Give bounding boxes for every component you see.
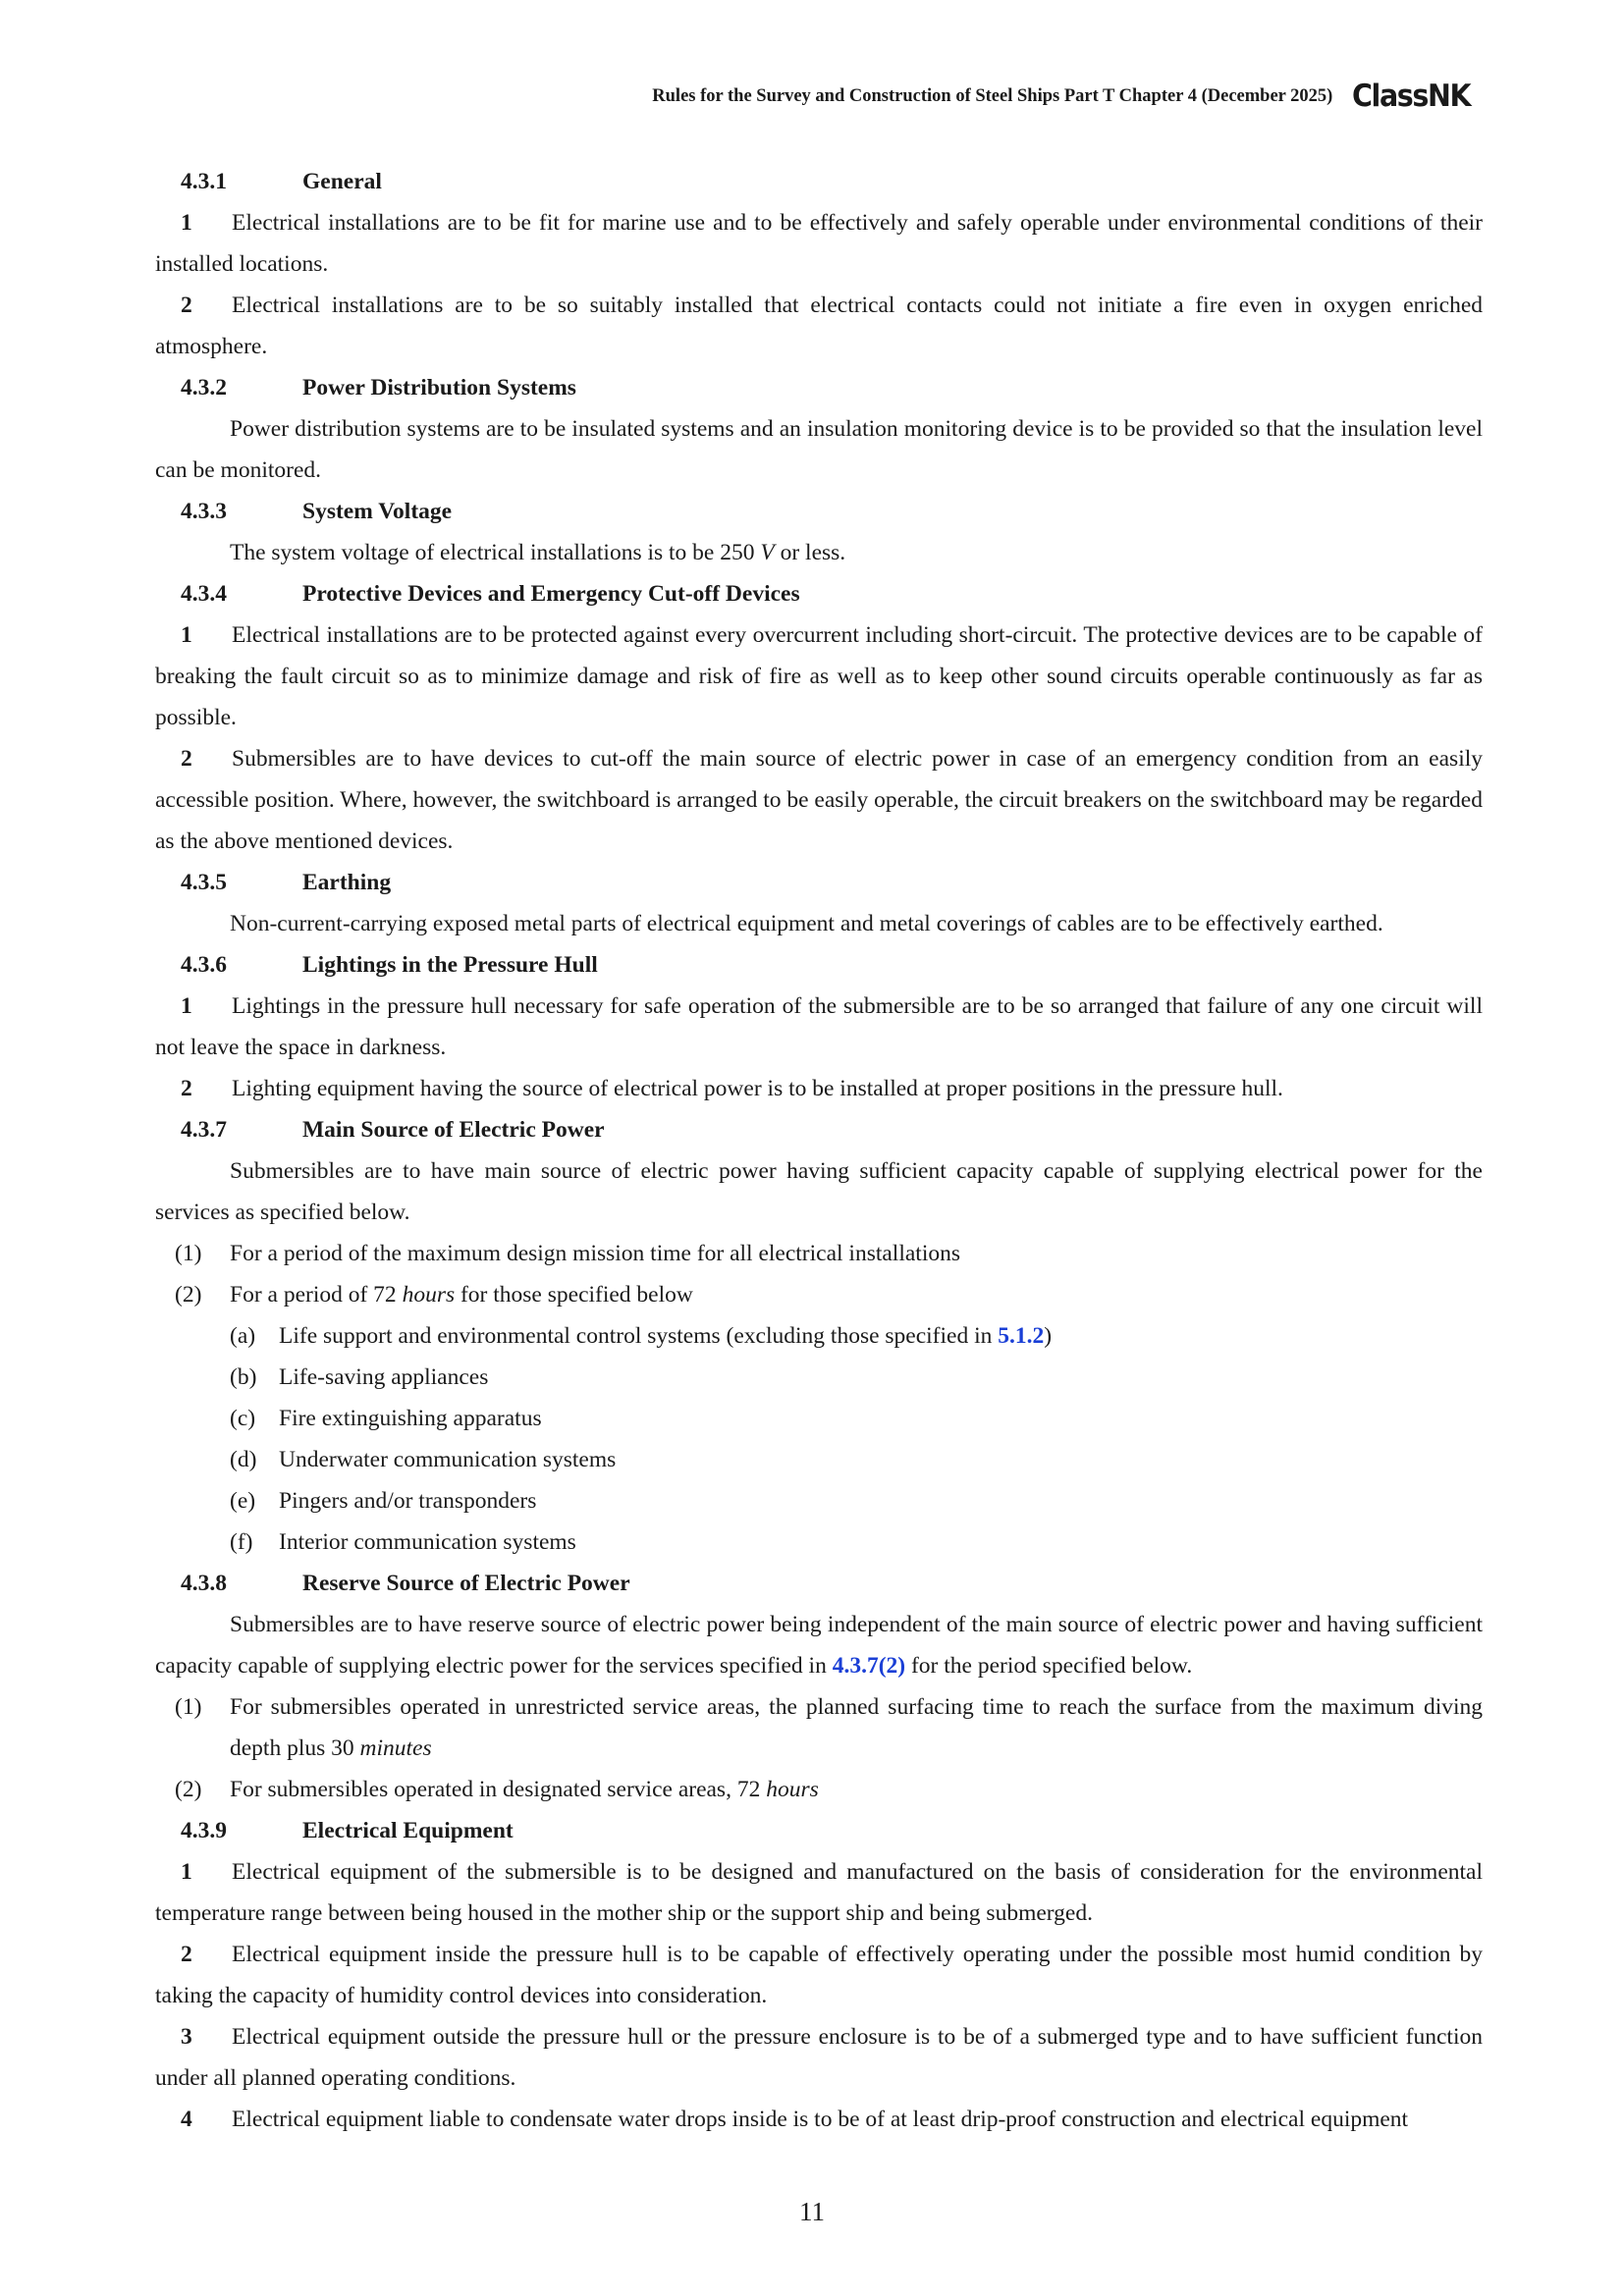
item-text	[279, 1315, 1483, 1357]
item-text: Underwater communication systems	[279, 1447, 617, 1472]
classnk-logo: ClassNK	[1352, 79, 1471, 114]
page-number: 11	[799, 2197, 825, 2226]
paragraph-number: 1	[181, 1859, 192, 1885]
section-heading-4-3-8	[155, 1563, 1483, 1604]
section-heading-4-3-6	[155, 944, 1483, 986]
paragraph-text: Lighting equipment having the source of electrical power is to be installed at proper positions in the pressure hull.	[232, 1076, 1283, 1101]
item-label: (f)	[230, 1529, 253, 1555]
section-number: 4.3.7	[181, 1117, 227, 1143]
paragraph-number: 2	[181, 1942, 192, 1967]
section-number: 4.3.5	[181, 870, 227, 895]
list-item	[155, 1233, 1483, 1274]
item-text-part: )	[1044, 1323, 1053, 1349]
paragraph-text: Electrical installations are to be protected against every overcurrent including short-circuit. The protective devices are to be capable of breaking the fault circuit so as to minimize damage and risk of fire as well as to keep other sound circuits operable continuously as far as possible.	[155, 622, 1483, 730]
item-text-part: For submersibles operated in unrestricted service areas, the planned surfacing time to reach the surface from the maximum diving depth plus 30	[230, 1694, 1483, 1761]
section-heading-4-3-9	[155, 1810, 1483, 1851]
item-label: (b)	[230, 1364, 257, 1390]
item-text-part: For a period of 72	[230, 1282, 403, 1308]
sub-list-item	[155, 1439, 1483, 1480]
item-text	[230, 1769, 1483, 1810]
unit-text: V	[760, 540, 775, 565]
paragraph-number: 3	[181, 2024, 192, 2050]
unit-text: hours	[402, 1282, 456, 1308]
paragraph-number: 4	[181, 2107, 192, 2132]
section-title: System Voltage	[302, 499, 453, 524]
paragraph-number: 2	[181, 746, 192, 772]
item-text-part: for those specified below	[455, 1282, 693, 1308]
cross-reference-link[interactable]: 4.3.7(2)	[832, 1653, 906, 1679]
paragraph	[155, 1934, 1483, 2016]
section-title: Earthing	[302, 870, 392, 895]
unit-text: hours	[766, 1777, 819, 1802]
paragraph-text: Electrical equipment outside the pressure hull or the pressure enclosure is to be of a submerged type and to have sufficient function under all planned operating conditions.	[155, 2024, 1483, 2091]
section-number: 4.3.4	[181, 581, 227, 607]
item-label: (e)	[230, 1488, 256, 1514]
section-number: 4.3.1	[181, 169, 227, 194]
paragraph-text: Submersibles are to have main source of electric power having sufficient capacity capable of supplying electrical power for the services as specified below.	[155, 1158, 1483, 1225]
paragraph	[155, 2016, 1483, 2099]
paragraph-text: Non-current-carrying exposed metal parts of electrical equipment and metal coverings of cables are to be effectively earthed.	[230, 911, 1383, 936]
sub-list-item	[155, 1522, 1483, 1563]
section-number: 4.3.9	[181, 1818, 227, 1843]
paragraph-text: The system voltage of electrical installations is to be 250	[230, 540, 761, 565]
sub-list-item	[155, 1315, 1483, 1357]
paragraph	[155, 202, 1483, 285]
paragraph-text: for the period specified below.	[905, 1653, 1193, 1679]
paragraph-text: Submersibles are to have devices to cut-off the main source of electric power in case of an emergency condition from an easily accessible position. Where, however, the switchboard is arranged to be easily operable, the circuit breakers on the switchboard may be regarded as the above mentioned devices.	[155, 746, 1483, 854]
item-text: Interior communication systems	[279, 1529, 576, 1555]
section-number: 4.3.3	[181, 499, 227, 524]
item-text: For a period of the maximum design mission time for all electrical installations	[230, 1241, 961, 1266]
section-title: Protective Devices and Emergency Cut-off Devices	[302, 581, 800, 607]
item-label: (2)	[175, 1282, 202, 1308]
paragraph	[155, 285, 1483, 367]
paragraph	[155, 1851, 1483, 1934]
document-body	[155, 161, 1483, 2140]
header-title: Rules for the Survey and Construction of Steel Ships Part T Chapter 4 (December 2025)	[652, 85, 1333, 106]
section-title: Main Source of Electric Power	[302, 1117, 605, 1143]
paragraph-text: or less.	[774, 540, 846, 565]
section-heading-4-3-1	[155, 161, 1483, 202]
paragraph-text: Submersibles are to have reserve source of electric power being independent of the main source of electric power and having sufficient capacity capable of supplying electric power for the services specified in	[155, 1612, 1483, 1679]
paragraph-number: 1	[181, 622, 192, 648]
section-heading-4-3-3	[155, 491, 1483, 532]
item-label: (1)	[175, 1241, 202, 1266]
section-number: 4.3.6	[181, 952, 227, 978]
section-title: Reserve Source of Electric Power	[302, 1571, 630, 1596]
section-heading-4-3-7	[155, 1109, 1483, 1150]
paragraph-text: Electrical equipment of the submersible is to be designed and manufactured on the basis of consideration for the environmental temperature range between being housed in the mother ship or the support ship and being submerged.	[155, 1859, 1483, 1926]
paragraph-text: Electrical equipment liable to condensate water drops inside is to be of at least drip-proof construction and electrical equipment	[232, 2107, 1409, 2132]
item-label: (d)	[230, 1447, 257, 1472]
paragraph	[155, 986, 1483, 1068]
item-text: Life-saving appliances	[279, 1364, 489, 1390]
paragraph	[155, 532, 1483, 573]
item-text: Fire extinguishing apparatus	[279, 1406, 542, 1431]
item-label: (1)	[175, 1694, 202, 1720]
item-text-part: Life support and environmental control systems (excluding those specified in	[279, 1323, 999, 1349]
paragraph-text: Electrical installations are to be fit for marine use and to be effectively and safely operable under environmental conditions of their installed locations.	[155, 210, 1483, 277]
section-heading-4-3-2	[155, 367, 1483, 408]
section-number: 4.3.8	[181, 1571, 227, 1596]
paragraph	[155, 1068, 1483, 1109]
section-title: Lightings in the Pressure Hull	[302, 952, 598, 978]
item-text: Pingers and/or transponders	[279, 1488, 537, 1514]
paragraph-text: Power distribution systems are to be insulated systems and an insulation monitoring device is to be provided so that the insulation level can be monitored.	[155, 416, 1483, 483]
paragraph	[155, 2099, 1483, 2140]
paragraph-text: Lightings in the pressure hull necessary for safe operation of the submersible are to be so arranged that failure of any one circuit will not leave the space in darkness.	[155, 993, 1483, 1060]
paragraph-text: Electrical equipment inside the pressure hull is to be capable of effectively operating under the possible most humid condition by taking the capacity of humidity control devices into consideration.	[155, 1942, 1483, 2008]
item-text	[230, 1686, 1483, 1769]
paragraph-number: 2	[181, 1076, 192, 1101]
paragraph	[155, 614, 1483, 738]
paragraph-number: 1	[181, 210, 192, 236]
paragraph-text: Electrical installations are to be so suitably installed that electrical contacts could not initiate a fire even in oxygen enriched atmosphere.	[155, 293, 1483, 359]
section-title: Power Distribution Systems	[302, 375, 576, 400]
item-label: (2)	[175, 1777, 202, 1802]
item-text-part: For submersibles operated in designated service areas, 72	[230, 1777, 767, 1802]
item-label: (a)	[230, 1323, 256, 1349]
sub-list-item	[155, 1357, 1483, 1398]
page-header	[652, 77, 1481, 116]
section-title: General	[302, 169, 382, 194]
item-text	[230, 1274, 1483, 1315]
section-heading-4-3-4	[155, 573, 1483, 614]
item-label: (c)	[230, 1406, 256, 1431]
section-number: 4.3.2	[181, 375, 227, 400]
paragraph-number: 1	[181, 993, 192, 1019]
list-item	[155, 1274, 1483, 1315]
list-item	[155, 1686, 1483, 1769]
paragraph	[155, 1604, 1483, 1686]
sub-list-item	[155, 1398, 1483, 1439]
paragraph	[155, 738, 1483, 862]
section-title: Electrical Equipment	[302, 1818, 514, 1843]
section-heading-4-3-5	[155, 862, 1483, 903]
list-item	[155, 1769, 1483, 1810]
unit-text: minutes	[359, 1735, 432, 1761]
paragraph-number: 2	[181, 293, 192, 318]
sub-list-item	[155, 1480, 1483, 1522]
cross-reference-link[interactable]: 5.1.2	[998, 1323, 1045, 1349]
